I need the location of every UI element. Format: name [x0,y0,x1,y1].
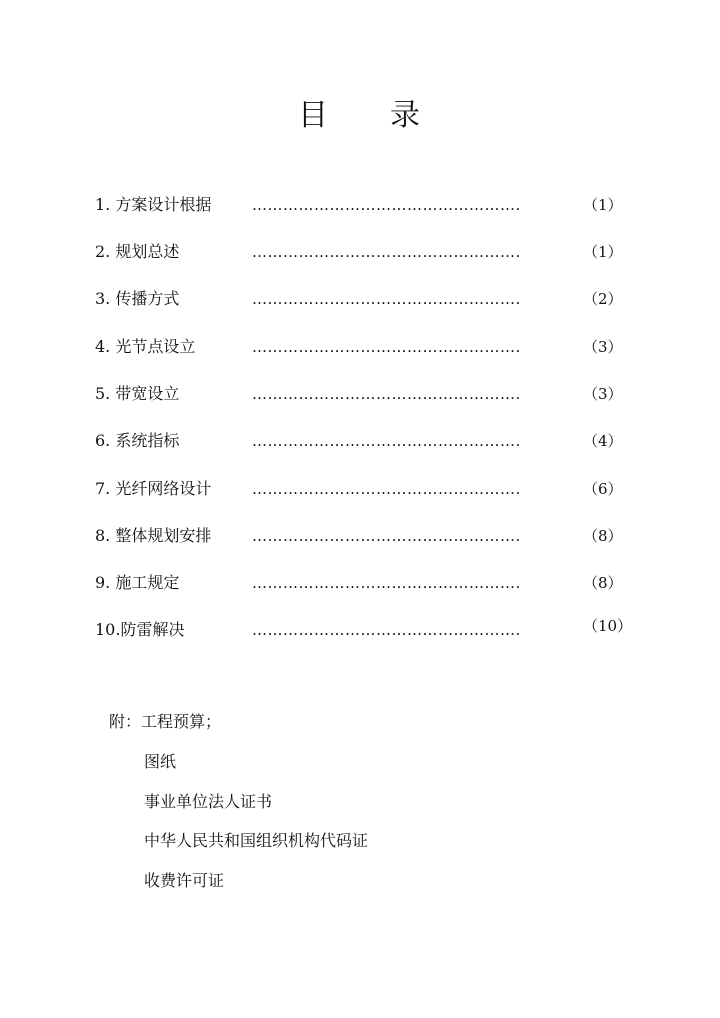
toc-entry-label: 8. 整体规划安排 [95,526,212,545]
title-char-1: 目 [298,98,328,133]
toc-page-number: （3） [583,338,623,356]
toc-page-number: （8） [583,527,623,545]
page-title [0,96,720,140]
toc-leader-dots: ……………………………………………. [252,432,521,450]
toc-entry[interactable] [0,335,720,361]
title-char-2: 录 [390,98,420,133]
toc-page-number: （1） [583,196,623,214]
appendix-item: 中华人民共和国组织机构代码证 [144,831,369,850]
toc-entry-label: 7. 光纤网络设计 [95,479,212,498]
toc-entry[interactable] [0,524,720,550]
toc-page-number: （6） [583,480,623,498]
toc-page-number: （1） [583,243,623,261]
toc-entry[interactable] [0,240,720,266]
toc-page-number: （8） [583,574,623,592]
toc-entry[interactable] [0,571,720,597]
toc-entry[interactable] [0,287,720,313]
toc-entry[interactable] [0,193,720,219]
toc-entry-label: 5. 带宽设立 [95,384,180,403]
toc-entry[interactable] [0,382,720,408]
toc-leader-dots: ……………………………………………. [252,290,521,308]
toc-entry[interactable] [0,429,720,455]
toc-page-number: （2） [583,290,623,308]
appendix-item: 事业单位法人证书 [144,792,273,811]
toc-entry[interactable] [0,618,720,644]
appendix-title: 附：工程预算； [109,712,222,731]
toc-leader-dots: ……………………………………………. [252,480,521,498]
toc-entry-label: 2. 规划总述 [95,242,180,261]
toc-entry-label: 6. 系统指标 [95,431,180,450]
appendix-item: 收费许可证 [144,871,225,890]
toc-page-number: （4） [583,432,623,450]
toc-leader-dots: ……………………………………………. [252,574,521,592]
toc-leader-dots: ……………………………………………. [252,621,521,639]
toc-entry-label: 1. 方案设计根据 [95,195,212,214]
toc-page-number: （3） [583,385,623,403]
toc-entry-label: 9. 施工规定 [95,573,180,592]
toc-leader-dots: ……………………………………………. [252,385,521,403]
toc-entry[interactable] [0,477,720,503]
toc-entry-label: 4. 光节点设立 [95,337,196,356]
toc-entry-label: 3. 传播方式 [95,289,180,308]
appendix-item: 图纸 [144,752,177,771]
toc-leader-dots: ……………………………………………. [252,338,521,356]
toc-leader-dots: ……………………………………………. [252,527,521,545]
toc-entry-label: 10.防雷解决 [95,620,185,639]
toc-page-number: （10） [583,617,633,635]
toc-leader-dots: ……………………………………………. [252,196,521,214]
toc-leader-dots: ……………………………………………. [252,243,521,261]
